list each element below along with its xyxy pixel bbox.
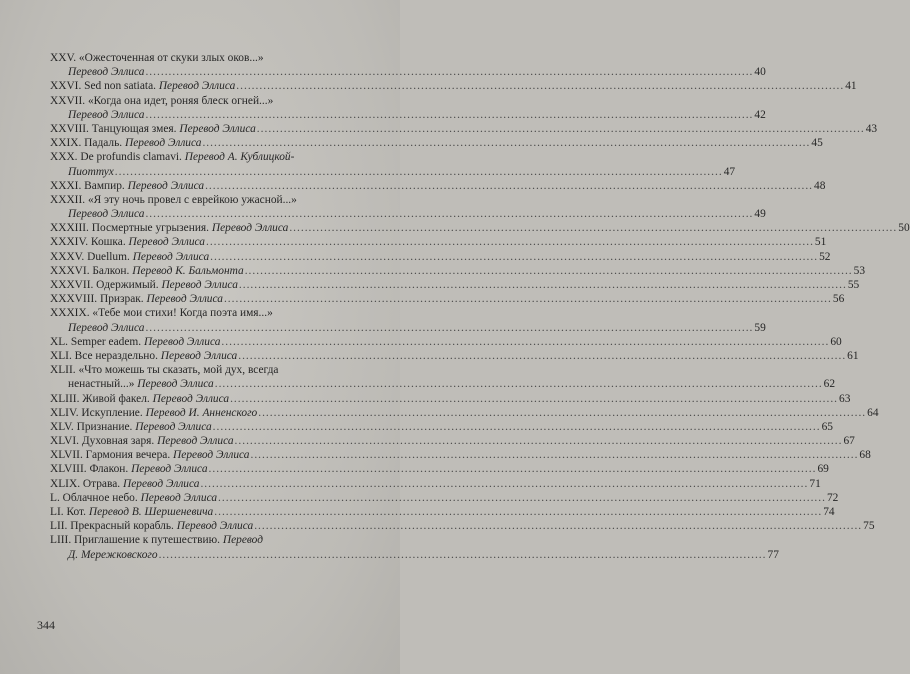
toc-page-number: 56 (832, 293, 845, 306)
poem-title: XLVI. Духовная заря. (50, 435, 158, 448)
dot-leader (145, 65, 753, 79)
translator-credit: Перевод Эллиса (122, 477, 200, 490)
toc-page-number: 67 (843, 435, 855, 448)
poem-title: XXXIX. «Тебе мои стихи! Когда поэта имя...» (50, 307, 273, 320)
translator-credit: Перевод Эллиса (140, 491, 218, 504)
translator-credit: Перевод Эллиса (158, 80, 236, 93)
toc-entry-title (50, 94, 273, 108)
translator-credit: Д. Мережковского (68, 548, 158, 561)
toc-entry-title (50, 122, 256, 136)
toc-entry-title (68, 377, 214, 391)
poem-title: XXVI. Sed non satiata. (50, 80, 159, 93)
toc-page-number: 55 (847, 279, 860, 291)
dot-leader (235, 434, 843, 448)
toc-line (50, 278, 860, 292)
toc-page-number: 41 (845, 80, 857, 93)
poem-title: LI. Кот. (50, 506, 89, 518)
toc-entry-title (50, 136, 201, 150)
toc-entry-title (50, 462, 208, 476)
toc-page-number: 59 (754, 321, 766, 334)
poem-title: XXIX. Падаль. (50, 137, 125, 150)
toc-entry-title (50, 79, 235, 93)
toc-line (50, 179, 826, 193)
toc-entry (50, 306, 766, 334)
dot-leader (214, 505, 822, 519)
toc-line (50, 349, 859, 363)
translator-credit: Перевод (222, 534, 263, 547)
translator-credit: Перевод Эллиса (132, 250, 210, 263)
toc-line (50, 150, 385, 164)
poem-title: XLII. «Что можешь ты сказать, мой дух, всегда (50, 364, 279, 377)
translator-credit: Перевод Эллиса (68, 321, 145, 334)
toc-page-number: 50 (898, 222, 910, 235)
toc-line (50, 448, 871, 462)
toc-page-number: 45 (811, 137, 823, 150)
toc-page-number: 64 (867, 406, 879, 419)
toc-line (50, 519, 875, 533)
translator-credit: Перевод Эллиса (135, 420, 212, 433)
toc-entry (50, 491, 839, 505)
toc-page-number: 43 (865, 122, 878, 135)
poem-title: XXX. De profundis clamavi. (50, 151, 185, 164)
toc-line (50, 335, 842, 349)
toc-entry (50, 477, 821, 491)
toc-page-number: 51 (814, 236, 827, 249)
translator-credit: Перевод Эллиса (68, 66, 145, 79)
toc-page-number: 60 (830, 335, 842, 348)
toc-line (50, 264, 866, 278)
toc-page-number: 48 (814, 179, 826, 192)
translator-credit: Перевод Эллиса (68, 208, 145, 221)
dot-leader (202, 136, 810, 150)
toc-page-number: 71 (809, 477, 821, 490)
toc-line (50, 406, 879, 420)
toc-page-number: 68 (859, 449, 871, 462)
translator-credit: Перевод Эллиса (131, 463, 208, 476)
toc-entry-title (50, 519, 253, 533)
toc-entry (50, 392, 851, 406)
dot-leader (221, 335, 829, 349)
dot-leader (254, 519, 862, 533)
toc-entry-title (50, 193, 297, 207)
translator-credit: Перевод Эллиса (160, 349, 238, 362)
poem-title: XXXIII. Посмертные угрызения. (50, 222, 212, 235)
toc-line (50, 94, 385, 108)
toc-entry-title (50, 349, 237, 363)
toc-line (50, 79, 857, 93)
toc-entry (50, 335, 842, 349)
poem-title: XXXVII. Одержимый. (50, 279, 162, 291)
translator-credit: Перевод Эллиса (143, 335, 221, 348)
toc-entry-title (68, 65, 144, 79)
poem-title: ненастный...» (68, 378, 138, 391)
toc-entry-title (50, 306, 273, 320)
toc-page-number: 49 (754, 208, 766, 221)
toc-entry (50, 264, 866, 278)
dot-leader (115, 165, 723, 179)
translator-credit: Перевод Эллиса (179, 122, 256, 135)
poem-title: XLVII. Гармония вечера. (50, 449, 174, 462)
toc-entry-title (50, 505, 213, 519)
poem-title: L. Облачное небо. (50, 491, 141, 504)
toc-line (50, 235, 827, 249)
toc-entry-title (50, 434, 234, 448)
toc-line (50, 491, 839, 505)
toc-entry-title (50, 150, 294, 164)
toc-entry-title (50, 264, 244, 278)
translator-credit: Перевод Эллиса (128, 236, 205, 249)
toc-entry (50, 406, 879, 420)
translator-credit: Перевод Эллиса (161, 279, 238, 291)
toc-page-number: 63 (839, 392, 851, 405)
toc-entry (50, 278, 860, 292)
toc-page-number: 62 (823, 378, 836, 391)
poem-title: XLIV. Искупление. (50, 406, 146, 419)
toc-entry-title (50, 406, 257, 420)
translator-credit: Перевод Эллиса (211, 222, 289, 235)
toc-entry (50, 79, 857, 93)
toc-entry (50, 94, 766, 122)
translator-credit: Перевод Эллиса (152, 392, 230, 405)
toc-entry-title (68, 548, 158, 562)
toc-line (50, 108, 766, 122)
poem-title: XL. Semper eadem. (50, 335, 144, 348)
dot-leader (145, 207, 753, 221)
dot-leader (213, 420, 821, 434)
toc-entry-title (50, 278, 238, 292)
toc-line (50, 51, 385, 65)
poem-title: LIII. Приглашение к путешествию. (50, 534, 223, 547)
translator-credit: Перевод Эллиса (127, 179, 205, 192)
toc-entry (50, 235, 827, 249)
translator-credit: Перевод Эллиса (176, 520, 254, 533)
translator-credit: Перевод Эллиса (68, 108, 145, 121)
toc-line (50, 207, 766, 221)
poem-title: XXXI. Вампир. (50, 179, 128, 192)
toc-entry-title (50, 363, 278, 377)
toc-entry (50, 420, 833, 434)
dot-leader (250, 448, 858, 462)
toc-line (50, 250, 831, 264)
toc-entry-title (50, 235, 205, 249)
translator-credit: Перевод Эллиса (146, 293, 223, 306)
translator-credit: Перевод К. Бальмонта (132, 264, 244, 277)
toc-entry (50, 193, 766, 221)
toc-entry-title (68, 321, 144, 335)
toc-line (50, 292, 845, 306)
toc-line (50, 136, 823, 150)
toc-page-number: 61 (847, 349, 859, 362)
poem-title: XLI. Все нераздельно. (50, 349, 161, 362)
toc-entry (50, 250, 831, 264)
toc-entry (50, 179, 826, 193)
toc-page-number: 42 (754, 108, 766, 121)
toc-entry (50, 122, 878, 136)
toc-line (50, 462, 829, 476)
dot-leader (289, 221, 897, 235)
dot-leader (258, 406, 866, 420)
translator-credit: Перевод Эллиса (173, 449, 250, 462)
poem-title: XXV. «Ожесточенная от скуки злых оков...» (50, 52, 264, 64)
toc-line (50, 377, 836, 391)
dot-leader (206, 235, 814, 249)
toc-entry-title (50, 448, 249, 462)
translator-credit: Перевод Эллиса (137, 378, 214, 391)
toc-line (50, 392, 851, 406)
poem-title: XLV. Признание. (50, 420, 136, 433)
toc-entry-title (50, 250, 209, 264)
poem-title: XLIX. Отрава. (50, 477, 123, 490)
translator-credit: Перевод И. Анненского (145, 406, 258, 419)
toc-entry-title (50, 51, 264, 65)
toc-entry (50, 434, 855, 448)
toc-entry (50, 292, 845, 306)
page-number: 344 (37, 618, 55, 632)
toc-entry-title (50, 335, 220, 349)
dot-leader (159, 548, 767, 562)
poem-title: XXXII. «Я эту ночь провел с еврейкою ужасной...» (50, 193, 297, 206)
toc-entry-title (68, 207, 144, 221)
toc-line (50, 505, 835, 519)
poem-title: XXXIV. Кошка. (50, 236, 129, 249)
toc-page-number: 53 (853, 264, 866, 277)
dot-leader (209, 462, 817, 476)
dot-leader (257, 122, 865, 136)
toc-page-number: 52 (819, 250, 831, 263)
toc-line (50, 434, 855, 448)
toc-page-number: 77 (767, 548, 779, 561)
toc-line (50, 193, 385, 207)
dot-leader (245, 264, 853, 278)
poem-title: XXXV. Duellum. (50, 250, 133, 263)
poem-title: XLVIII. Флакон. (50, 463, 132, 476)
toc-entry-title (50, 392, 229, 406)
dot-leader (224, 292, 832, 306)
poem-title: LII. Прекрасный корабль. (50, 520, 177, 533)
toc-line (50, 122, 878, 136)
toc-line (50, 477, 821, 491)
toc-entry-title (50, 221, 288, 235)
toc-line (50, 533, 385, 547)
toc-entry (50, 533, 779, 561)
toc-page-number: 47 (723, 165, 736, 178)
toc-page-number: 74 (823, 506, 835, 518)
toc-line (50, 221, 910, 235)
toc-line (50, 165, 736, 179)
toc-page-number: 69 (817, 463, 829, 476)
toc-entry (50, 462, 829, 476)
toc-entry (50, 349, 859, 363)
translator-credit: Пиоттух (68, 165, 114, 178)
poem-title: XXXVI. Балкон. (50, 264, 133, 277)
dot-leader (238, 349, 846, 363)
dot-leader (215, 377, 823, 391)
translator-credit: Перевод В. Шершеневича (88, 506, 214, 518)
toc-entry-title (50, 179, 204, 193)
toc-entry (50, 505, 835, 519)
table-of-contents (50, 51, 910, 562)
toc-page-number: 40 (754, 66, 766, 79)
toc-entry (50, 363, 836, 391)
toc-entry-title (50, 292, 223, 306)
toc-entry (50, 221, 910, 235)
dot-leader (218, 491, 826, 505)
toc-page-number: 72 (826, 491, 839, 504)
dot-leader (236, 79, 844, 93)
dot-leader (145, 108, 753, 122)
poem-title: XXVIII. Танцующая змея. (50, 122, 180, 135)
poem-title: XXXVIII. Призрак. (50, 293, 147, 306)
toc-entry-title (50, 420, 212, 434)
toc-line (50, 420, 833, 434)
translator-credit: Перевод Эллиса (157, 435, 234, 448)
toc-page-number: 65 (821, 420, 833, 433)
toc-entry-title (50, 477, 199, 491)
toc-entry-title (50, 491, 217, 505)
toc-entry (50, 519, 875, 533)
poem-title: XXVII. «Когда она идет, роняя блеск огней...» (50, 94, 274, 107)
toc-entry (50, 136, 823, 150)
translator-credit: Перевод Эллиса (124, 137, 202, 150)
toc-line (50, 65, 766, 79)
toc-entry (50, 448, 871, 462)
toc-entry (50, 150, 736, 178)
translator-credit: Перевод А. Кублицкой- (184, 151, 295, 164)
poem-title: XLIII. Живой факел. (50, 392, 153, 405)
toc-entry-title (68, 165, 114, 179)
toc-line (50, 306, 385, 320)
dot-leader (205, 179, 813, 193)
toc-entry-title (50, 533, 263, 547)
dot-leader (230, 392, 838, 406)
dot-leader (239, 278, 847, 292)
toc-line (50, 548, 779, 562)
toc-entry-title (68, 108, 144, 122)
toc-line (50, 321, 766, 335)
dot-leader (200, 477, 808, 491)
toc-line (50, 363, 385, 377)
toc-entry (50, 51, 766, 79)
toc-page-number: 75 (863, 520, 875, 533)
dot-leader (210, 250, 818, 264)
dot-leader (145, 321, 753, 335)
